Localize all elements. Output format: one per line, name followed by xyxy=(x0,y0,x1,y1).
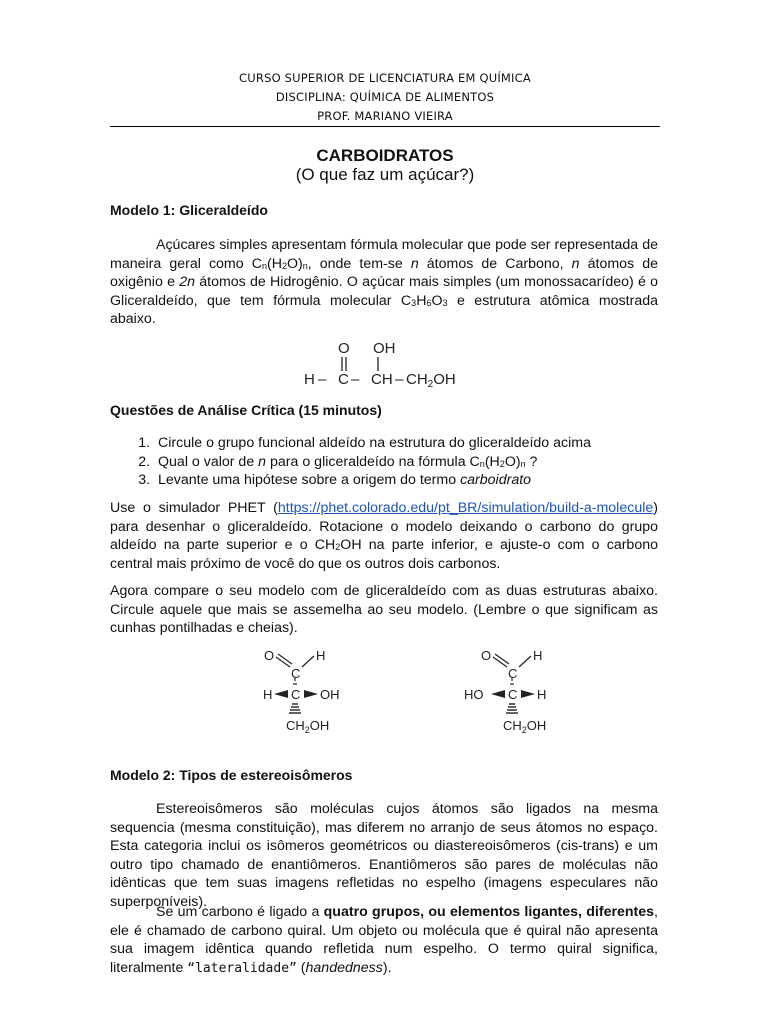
structure-dash: – xyxy=(395,371,404,388)
stereo-oxygen: O xyxy=(481,648,492,663)
stereo-hydrogen: H xyxy=(263,687,273,702)
model2-heading: Modelo 2: Tipos de estereoisômeros xyxy=(110,767,353,783)
structure-dash: – xyxy=(318,371,327,388)
stereo-carbon-center: C xyxy=(291,687,301,702)
professor-header: PROF. MARIANO VIEIRA xyxy=(317,109,453,123)
wedge-right-solid xyxy=(521,690,535,698)
structure-hydroxyl: OH xyxy=(373,340,396,357)
stereo-oxygen: O xyxy=(264,648,275,663)
stereo-carbon-top: C xyxy=(508,666,518,681)
structure-ch: CH xyxy=(371,371,393,388)
stereo-ch2oh: $CH_2OH$ xyxy=(503,718,547,735)
page-subtitle: (O que faz um açúcar?) xyxy=(295,165,475,184)
phet-link[interactable]: https://phet.colorado.edu/pt_BR/simulation/build-a-molecule xyxy=(277,500,654,516)
header-divider xyxy=(110,126,660,127)
structure-dash: – xyxy=(351,371,360,388)
structure-carbon: C xyxy=(338,371,349,388)
model2-paragraph-1: Estereoisômeros são moléculas cujos átomos são ligados na mesma sequencia (mesma constituição), mas diferem no arranjo de seus átomos no espaço. Esta categoria inclui os isômeros geométricos ou diastereoisômeros (cis-trans) e um outro tipo chamado de enantiômeros. Enantiômeros são pares de moléculas não idênticas que tem suas imagens refletidas no espelho (imagens especulares não superponíveis). xyxy=(110,801,658,910)
structure-hydrogen: H xyxy=(304,371,315,388)
list-item: 2. Qual o valor de n para o gliceraldeído na fórmula $C_n(H_2O)_n$ ? xyxy=(154,453,702,472)
stereo-hydroxyl: HO xyxy=(464,687,484,702)
stereo-structure-left xyxy=(256,640,376,740)
stereo-carbon-center: C xyxy=(508,687,518,702)
simulator-paragraph: Use o simulador PHET (https://phet.colorado.edu/pt_BR/simulation/build-a-molecule) para desenhar o gliceraldeído. Rotacione o modelo deixando o carbono do grupo aldeído na parte superior e o $CH_2OH$ na parte inferior, e ajuste-o com o carbono central mais próximo de você do que os outros dois carbonos. xyxy=(110,500,658,572)
model2-paragraph-2: Se um carbono é ligado a quatro grupos, ou elementos ligantes, diferentes, ele é chamado de carbono quiral. Um objeto ou molécula que é quiral não apresenta sua imagem idêntica quando refletida num espelho. O termo quiral significa, literalmente “lateralidade” (handedness). xyxy=(110,904,658,976)
stereo-hydrogen: H xyxy=(316,648,326,663)
stereo-ch2oh: $CH_2OH$ xyxy=(286,718,330,735)
stereo-hydrogen: H xyxy=(533,648,543,663)
structure-oxygen: O xyxy=(338,340,350,357)
wedge-left-solid xyxy=(491,690,505,698)
list-item: 3. Levante uma hipótese sobre a origem do termo carboidrato xyxy=(154,471,702,490)
questions-heading: Questões de Análise Crítica (15 minutos) xyxy=(110,402,382,418)
wedge-left-solid xyxy=(274,690,288,698)
model1-heading: Modelo 1: Gliceraldeído xyxy=(110,202,268,218)
stereo-hydroxyl: OH xyxy=(320,687,340,702)
list-item: 1. Circule o grupo funcional aldeído na estrutura do gliceraldeído acima xyxy=(154,434,702,453)
structure-ch2oh: $CH_2OH$ xyxy=(406,371,456,390)
stereo-carbon-top: C xyxy=(291,666,301,681)
course-header: CURSO SUPERIOR DE LICENCIATURA EM QUÍMICA xyxy=(239,71,531,85)
page-title: CARBOIDRATOS xyxy=(316,146,454,165)
compare-paragraph: Agora compare o seu modelo com de gliceraldeído com as duas estruturas abaixo. Circule aquele que mais se assemelha ao seu modelo. (Lembre o que significam as cunhas pontilhadas e cheias). xyxy=(110,583,658,636)
stereo-hydrogen: H xyxy=(537,687,547,702)
stereo-structure-right xyxy=(461,640,581,740)
questions-list xyxy=(110,434,702,490)
model1-paragraph: Açúcares simples apresentam fórmula molecular que pode ser representada de maneira geral como $C_n(H_2O)_n$, onde tem-se n átomos de Carbono, n átomos de oxigênio e 2n átomos de Hidrogênio. O açúcar mais simples (um monossacarídeo) é o Gliceraldeído, que tem fórmula molecular $C_3H_6O_3$ e estrutura atômica mostrada abaixo. xyxy=(110,237,659,327)
wedge-right-solid xyxy=(304,690,318,698)
discipline-header: DISCIPLINA: QUÍMICA DE ALIMENTOS xyxy=(275,90,495,104)
glyceraldehyde-structure xyxy=(298,336,478,392)
